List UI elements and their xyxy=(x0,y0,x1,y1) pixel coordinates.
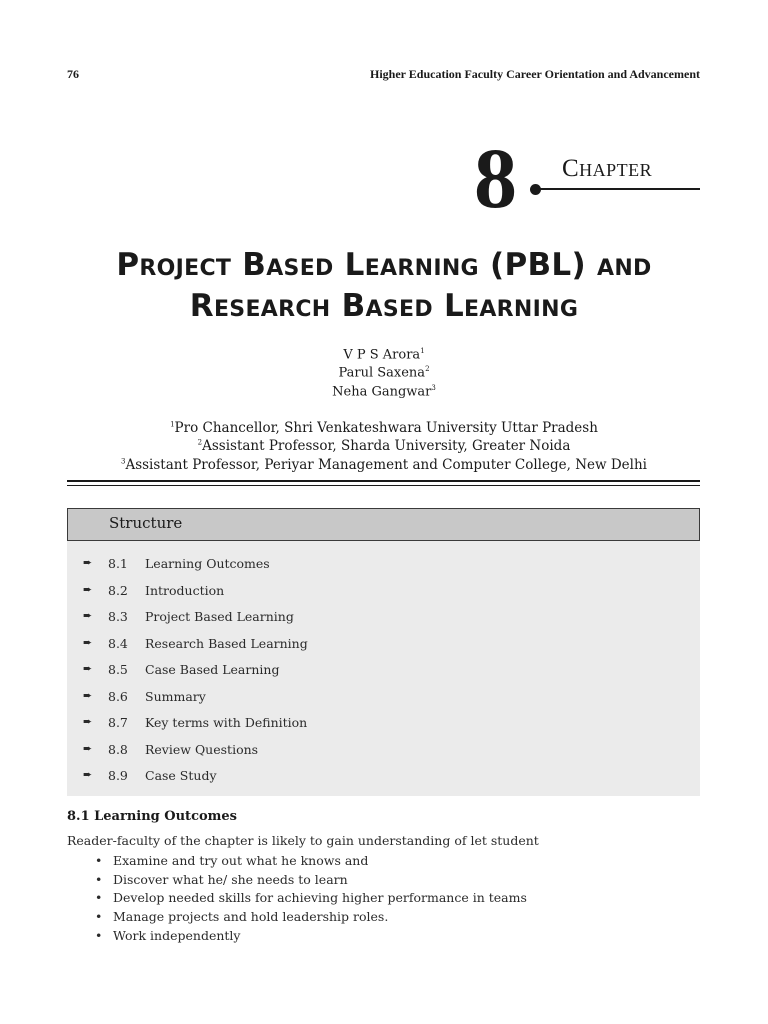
structure-item-number: 8.2 xyxy=(108,582,128,598)
arrow-icon: ➨ xyxy=(83,635,93,649)
structure-item-number: 8.1 xyxy=(108,556,128,571)
author-3 xyxy=(0,384,768,399)
page-number: 76 xyxy=(67,67,79,81)
arrow-icon: ➨ xyxy=(83,662,93,675)
bullet-icon: • xyxy=(95,871,103,887)
affiliation-text: Assistant Professor, Sharda University, Greater Noida xyxy=(202,438,571,454)
affiliation-2 xyxy=(0,438,768,454)
affiliation-sup: 3 xyxy=(120,457,126,466)
structure-item-number: 8.7 xyxy=(108,715,128,730)
structure-item-label: Review Questions xyxy=(145,741,259,757)
arrow-icon: ➨ xyxy=(83,741,93,755)
structure-item-label: Case Study xyxy=(145,768,217,783)
list-item-text: Manage projects and hold leadership roles. xyxy=(113,909,389,925)
bullet-icon: • xyxy=(95,909,103,925)
structure-item-number: 8.8 xyxy=(108,741,128,757)
affiliation-sup: 2 xyxy=(197,438,203,447)
running-header-title: Higher Education Faculty Career Orientation and Advancement xyxy=(370,67,700,81)
divider-thick xyxy=(67,480,700,482)
structure-item-label: Learning Outcomes xyxy=(145,556,270,571)
affiliation-sup: 1 xyxy=(170,420,175,429)
list-item-text: Work independently xyxy=(113,927,241,943)
chapter-title-line-1: Project Based Learning (PBL) and xyxy=(116,247,652,283)
chapter-title-line-2: Research Based Learning xyxy=(189,288,579,324)
affiliation-text: Pro Chancellor, Shri Venkateshwara University Uttar Pradesh xyxy=(174,420,598,436)
section-intro: Reader-faculty of the chapter is likely to gain understanding of let student xyxy=(67,833,539,848)
section-heading: 8.1 Learning Outcomes xyxy=(67,809,237,824)
structure-item-label: Research Based Learning xyxy=(145,635,308,651)
chapter-number: 8 xyxy=(474,130,517,226)
arrow-icon: ➨ xyxy=(83,715,93,728)
structure-item-label: Project Based Learning xyxy=(145,609,294,624)
author-name: Parul Saxena xyxy=(338,365,426,381)
affiliation-1 xyxy=(0,420,768,436)
arrow-icon: ➨ xyxy=(83,556,93,569)
list-item-text: Develop needed skills for achieving higher performance in teams xyxy=(113,890,527,906)
bullet-icon: • xyxy=(95,890,103,906)
structure-title: Structure xyxy=(109,514,183,532)
structure-item-label: Case Based Learning xyxy=(145,662,280,677)
structure-item-label: Summary xyxy=(145,688,206,704)
chapter-label: Chapter xyxy=(562,155,653,182)
structure-item-number: 8.5 xyxy=(108,662,128,677)
structure-item-number: 8.3 xyxy=(108,609,128,624)
affiliation-text: Assistant Professor, Periyar Management and Computer College, New Delhi xyxy=(125,457,647,473)
author-sup: 1 xyxy=(420,347,425,355)
list-item-text: Discover what he/ she needs to learn xyxy=(113,871,348,887)
structure-box xyxy=(67,508,700,796)
arrow-icon: ➨ xyxy=(83,582,93,596)
author-name: V P S Arora xyxy=(343,347,421,363)
author-name: Neha Gangwar xyxy=(332,384,432,400)
affiliation-3 xyxy=(0,457,768,473)
list-item-text: Examine and try out what he knows and xyxy=(113,853,369,868)
divider-thin xyxy=(67,485,700,486)
author-2 xyxy=(0,365,768,380)
arrow-icon: ➨ xyxy=(83,609,93,622)
arrow-icon: ➨ xyxy=(83,768,93,781)
structure-item-number: 8.9 xyxy=(108,768,128,783)
bullet-icon: • xyxy=(95,927,103,943)
arrow-icon: ➨ xyxy=(83,688,93,702)
author-sup: 3 xyxy=(431,384,436,392)
structure-item-label: Introduction xyxy=(145,582,225,598)
structure-item-number: 8.6 xyxy=(108,688,128,704)
structure-header xyxy=(67,508,700,541)
author-1 xyxy=(0,347,768,362)
structure-item-label: Key terms with Definition xyxy=(145,715,308,730)
bullet-icon: • xyxy=(95,853,103,868)
structure-item-number: 8.4 xyxy=(108,635,128,651)
chapter-rule xyxy=(540,188,700,190)
author-sup: 2 xyxy=(425,365,430,373)
